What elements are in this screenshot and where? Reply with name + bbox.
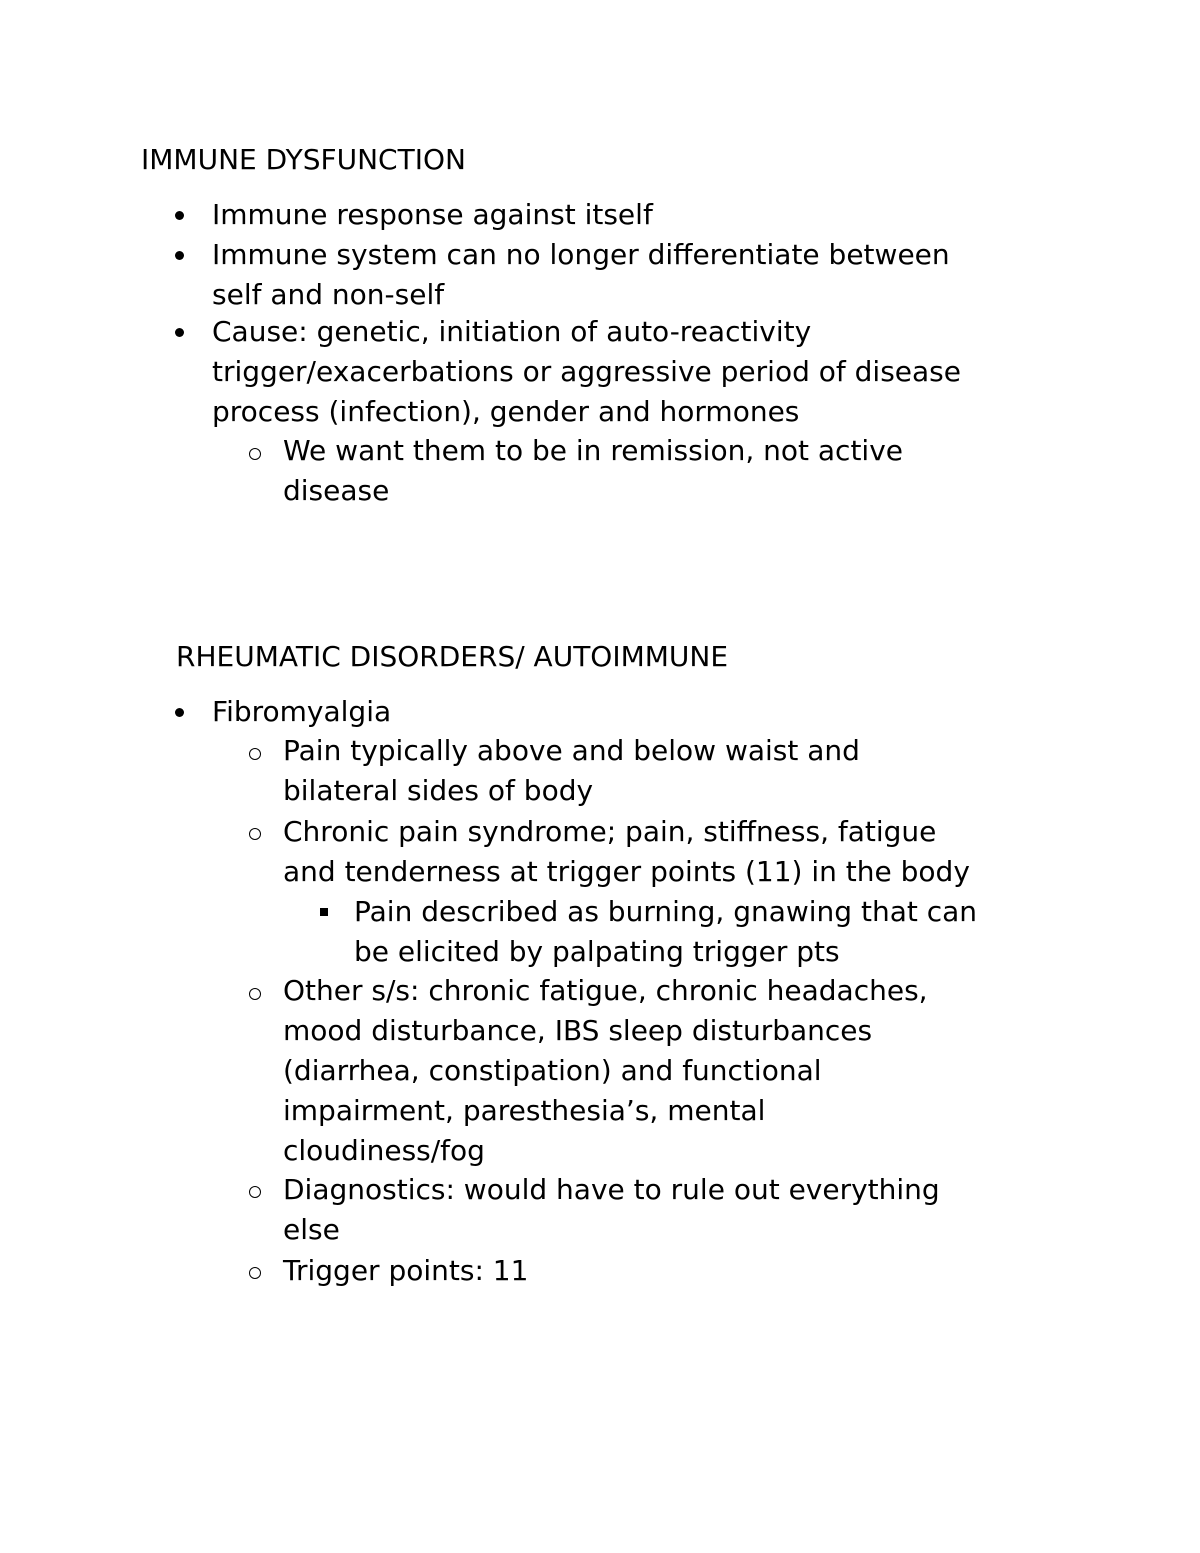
bullet-circle-icon [249,988,261,1000]
bullet-circle-icon [249,448,261,460]
list-item: We want them to be in remission, not active disease [283,434,903,507]
bullet-disc-icon [175,251,184,260]
list-item: Immune response against itself [212,198,653,231]
list-item: Chronic pain syndrome; pain, stiffness, fatigue and tenderness at trigger points (11) in the body [283,815,970,888]
bullet-circle-icon [249,748,261,760]
bullet-disc-icon [175,328,184,337]
list-item: Diagnostics: would have to rule out everything else [283,1173,940,1246]
section-heading-immune-dysfunction: IMMUNE DYSFUNCTION [141,143,466,176]
bullet-disc-icon [175,211,184,220]
list-item: Cause: genetic, initiation of auto-reactivity trigger/exacerbations or aggressive period of disease process (infection), gender and hormones [212,315,961,428]
bullet-circle-icon [249,1267,261,1279]
list-item: Pain described as burning, gnawing that can be elicited by palpating trigger pts [354,895,978,968]
bullet-circle-icon [249,828,261,840]
list-item: Other s/s: chronic fatigue, chronic headaches, mood disturbance, IBS sleep disturbances (diarrhea, constipation) and functional impairment, paresthesia’s, mental cloudiness/fog [283,974,928,1167]
list-item: Fibromyalgia [212,695,392,728]
bullet-square-icon [320,908,328,916]
section-heading-rheumatic-disorders: RHEUMATIC DISORDERS/ AUTOIMMUNE [176,640,729,673]
list-item: Immune system can no longer differentiate between self and non-self [212,238,950,311]
list-item: Trigger points: 11 [283,1254,529,1287]
list-item: Pain typically above and below waist and bilateral sides of body [283,734,860,807]
bullet-disc-icon [175,708,184,717]
bullet-circle-icon [249,1186,261,1198]
